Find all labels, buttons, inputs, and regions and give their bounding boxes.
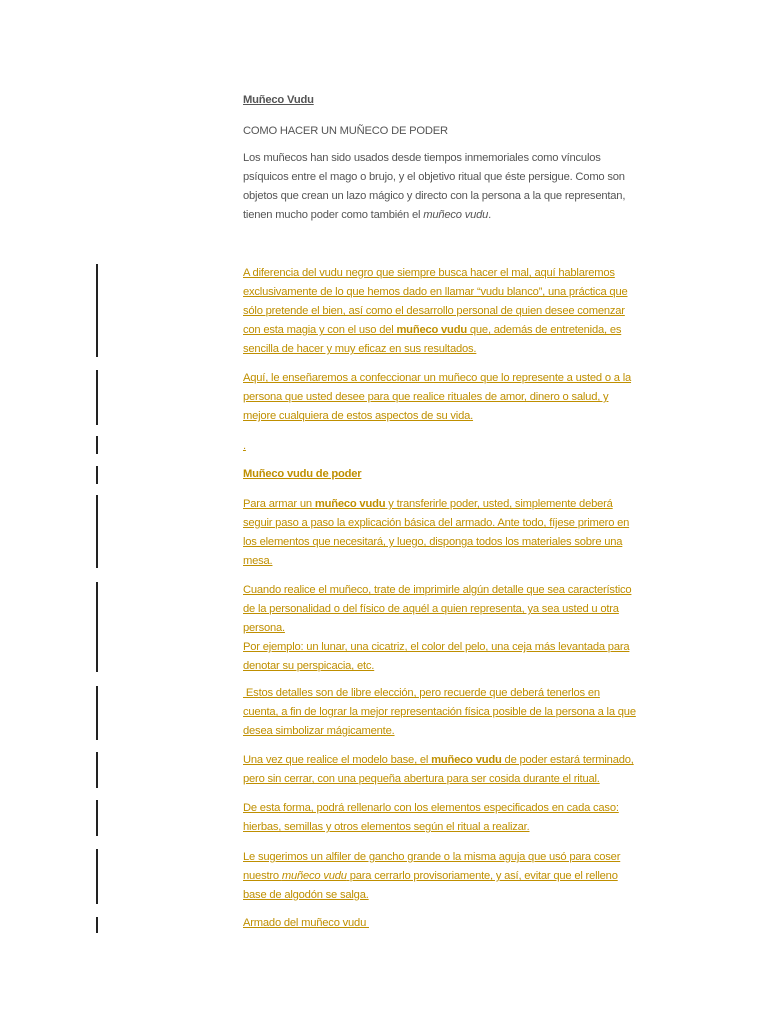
text-run-bold: muñeco vudu [396,324,467,336]
text-line: pero sin cerrar, con una pequeña abertura para ser cosida durante el ritual. [243,773,600,785]
inserted-paragraph-8 [243,848,620,905]
text-line: de la personalidad o del físico de aquél a quien representa, ya sea usted u otra [243,603,619,615]
text-line [243,206,625,225]
text-run-italic: muñeco vudu [281,870,347,882]
text-line: los elementos que necesitará, y luego, disponga todos los materiales sobre una [243,536,623,548]
text-line: Aquí, le enseñaremos a confeccionar un muñeco que lo represente a usted o a la [243,372,632,384]
doc-title-block [243,91,314,110]
revision-bar [96,466,98,484]
text-line: A diferencia del vudu negro que siempre busca hacer el mal, aquí hablaremos [243,267,615,279]
text-line: . [243,440,246,452]
text-line: mejore cualquiera de estos aspectos de su vida. [243,410,474,422]
text-line: seguir paso a paso la explicación básica del armado. Ante todo, fíjese primero en [243,517,630,529]
doc-subtitle: COMO HACER UN MUÑECO DE PODER [243,125,448,137]
text-line: denotar su perspicacia, etc. [243,660,375,672]
intro-paragraph [243,149,625,225]
inserted-dot [243,437,246,456]
text-line: sólo pretende el bien, así como el desarrollo personal de quien desee comenzar [243,305,625,317]
text-run: para cerrarlo provisoriamente, y así, evitar que el relleno [346,870,618,882]
heading-3-block [243,914,369,933]
inserted-paragraph-6 [243,751,634,789]
text-line: base de algodón se salga. [243,889,369,901]
text-line: Los muñecos han sido usados desde tiempos inmemoriales como vínculos [243,152,601,164]
text-line: Cuando realice el muñeco, trate de imprimirle algún detalle que sea característico [243,584,632,596]
revision-bar [96,752,98,788]
text-line: persona que usted desee para que realice rituales de amor, dinero o salud, y [243,391,609,403]
inserted-paragraph-5 [243,684,636,741]
text-line: desea simbolizar mágicamente. [243,725,395,737]
revision-bar [96,495,98,568]
inserted-paragraph-2 [243,369,631,426]
heading-2-block [243,465,361,484]
revision-bar [96,370,98,425]
inserted-paragraph-4 [243,581,631,676]
inserted-paragraph-1 [243,264,627,359]
text-line: De esta forma, podrá rellenarlo con los elementos especificados en cada caso: [243,802,619,814]
revision-bar [96,436,98,454]
revision-bar [96,264,98,357]
text-line: cuenta, a fin de lograr la mejor representación física posible de la persona a la que [243,706,636,718]
text-line: psíquicos entre el mago o brujo, y el objetivo ritual que éste persigue. Como son [243,171,625,183]
text-run: . [488,209,492,221]
text-line: mesa. [243,555,273,567]
revision-bar [96,686,98,740]
inserted-paragraph-7 [243,799,619,837]
text-line: objetos que crean un lazo mágico y directo con la persona a la que representan, [243,190,626,202]
revision-bar [96,800,98,836]
text-line: persona. [243,622,285,634]
doc-subtitle-block [243,122,448,141]
text-line: Estos detalles son de libre elección, pero recuerde que deberá tenerlos en [243,687,600,699]
inserted-paragraph-3 [243,495,629,571]
revision-bar [96,917,98,933]
doc-title: Muñeco Vudu [243,94,314,106]
text-run: nuestro [243,870,282,882]
section-heading: Armado del muñeco vudu [243,917,369,929]
text-line: sencilla de hacer y muy eficaz en sus resultados. [243,343,477,355]
text-line [243,495,629,514]
text-run-bold: muñeco vudu [431,754,502,766]
text-line [243,867,620,886]
text-run: y transferirle poder, usted, simplemente deberá [385,498,613,510]
section-heading: Muñeco vudu de poder [243,468,362,480]
text-run: Para armar un [243,498,315,510]
text-run: de poder estará terminado, [501,754,634,766]
text-run-italic: muñeco vudu [423,209,489,221]
text-line [243,321,627,340]
text-run-bold: muñeco vudu [314,498,386,510]
text-line: Le sugerimos un alfiler de gancho grande o la misma aguja que usó para coser [243,851,621,863]
text-line: Por ejemplo: un lunar, una cicatriz, el color del pelo, una ceja más levantada para [243,641,630,653]
text-line: exclusivamente de lo que hemos dado en llamar “vudu blanco”, una práctica que [243,286,628,298]
text-run: tienen mucho poder como también el [243,209,424,221]
revision-bar [96,582,98,672]
text-run: Una vez que realice el modelo base, el [243,754,432,766]
text-run: que, además de entretenida, es [466,324,622,336]
text-line [243,751,634,770]
text-run: con esta magia y con el uso del [243,324,397,336]
text-line: hierbas, semillas y otros elementos según el ritual a realizar. [243,821,530,833]
revision-bar [96,849,98,904]
